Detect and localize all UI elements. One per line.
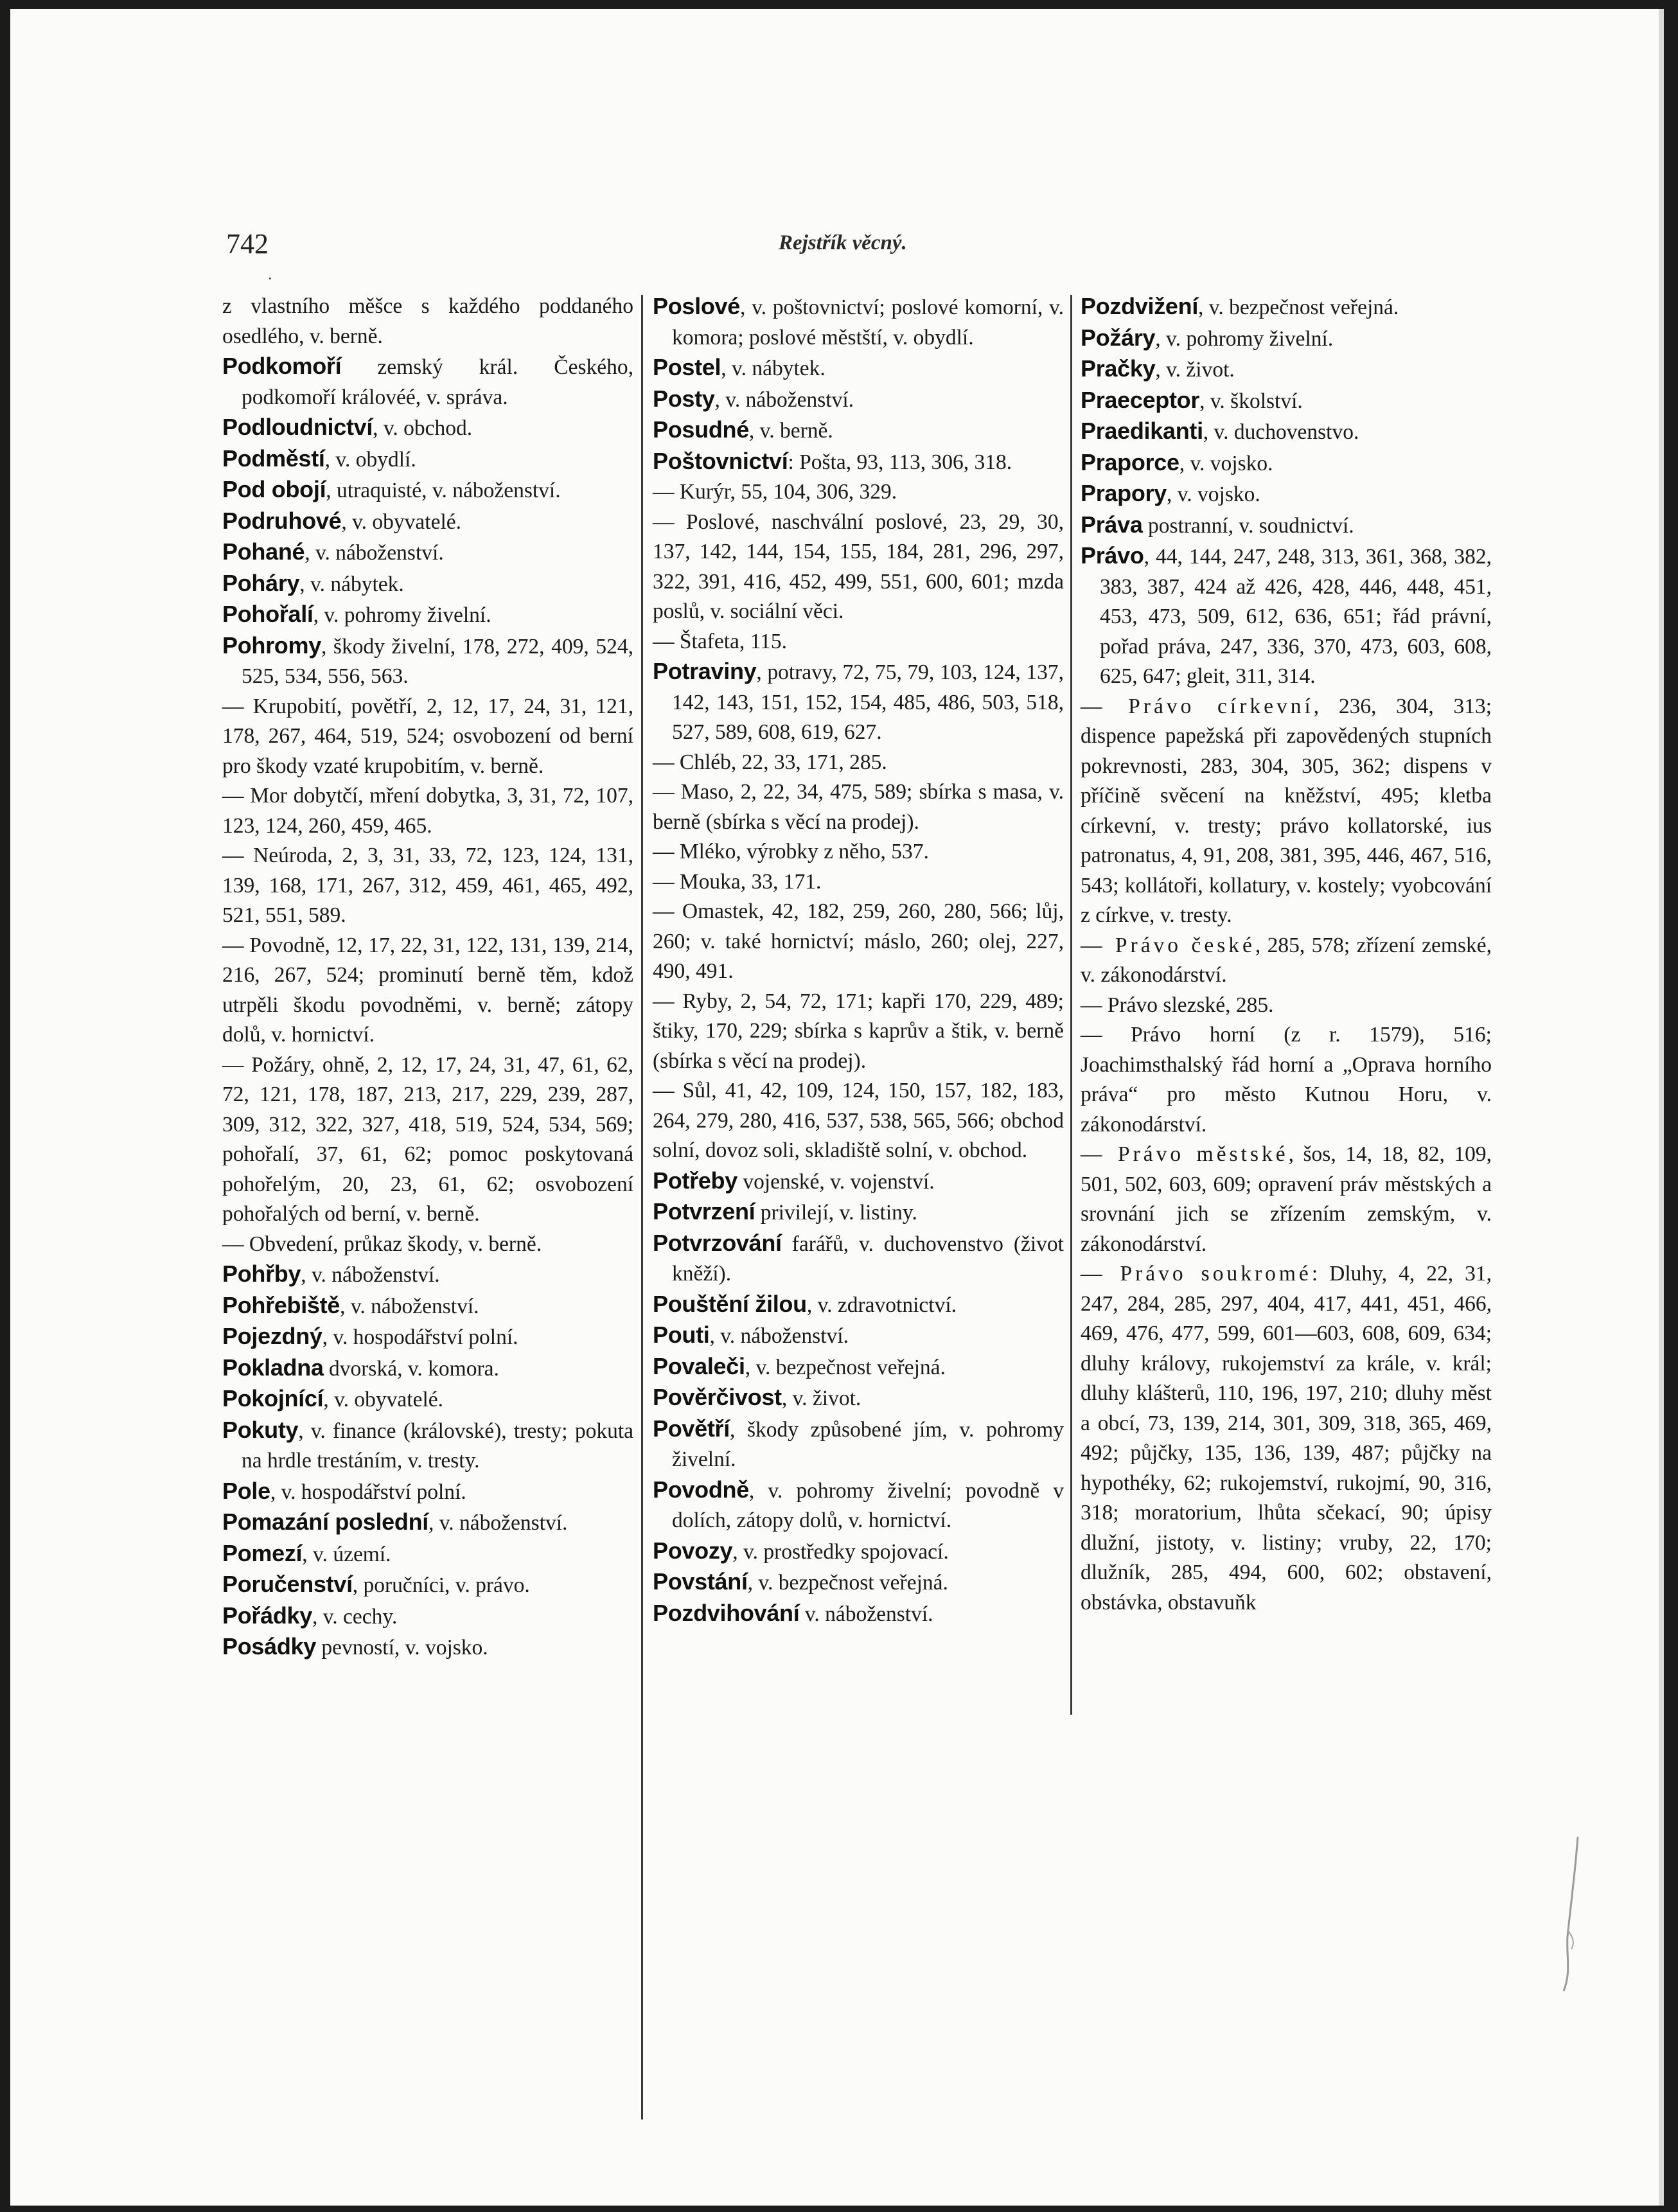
index-entry <box>653 1289 1064 1321</box>
index-subentry <box>222 1230 633 1260</box>
entry-text: postranní, v. soudnictví. <box>1142 513 1354 538</box>
entry-text: , v. nábytek. <box>721 357 826 380</box>
index-entry <box>1081 354 1492 385</box>
entry-text: — Kurýr, 55, 104, 306, 329. <box>653 480 897 504</box>
column-rule <box>641 295 643 2119</box>
entry-text: z vlastního měšce s každého poddaného osedlého, v. berně. <box>222 294 633 348</box>
index-entry <box>222 1353 633 1385</box>
index-subentry <box>222 931 633 1050</box>
entry-text: , v. zdravotnictví. <box>806 1293 957 1317</box>
entry-text: , v. území. <box>302 1542 391 1566</box>
index-entry <box>653 292 1064 353</box>
entry-headword: Posty <box>653 385 715 412</box>
index-entry <box>653 1475 1064 1536</box>
entry-headword: Potvrzování <box>653 1229 782 1256</box>
index-subentry <box>653 837 1064 867</box>
entry-text: , v. pohromy živelní. <box>313 603 491 627</box>
index-entry <box>1081 323 1492 355</box>
entry-headword: Podruhové <box>222 507 342 534</box>
index-entry <box>653 1228 1064 1289</box>
index-entry <box>1081 510 1492 542</box>
pencil-mark-icon <box>1559 1834 1584 1994</box>
entry-headword: Povodně <box>653 1476 749 1503</box>
entry-text: v. náboženství. <box>799 1602 933 1626</box>
entry-text: , v. náboženství. <box>714 387 854 412</box>
entry-text: , v. náboženství. <box>709 1324 849 1348</box>
entry-text: , v. nábytek. <box>299 572 404 596</box>
index-entry <box>222 1507 633 1539</box>
entry-text: , v. obyvatelé. <box>341 509 461 534</box>
entry-text: , v. bezpečnost veřejná. <box>1198 296 1399 319</box>
index-subentry <box>653 477 1064 508</box>
entry-headword: Podměstí <box>222 445 325 472</box>
index-entry <box>222 537 633 569</box>
entry-text: — Sůl, 41, 42, 109, 124, 150, 157, 182, 183, 264, 279, 280, 416, 537, 538, 565, 566; obchod solní, dovoz soli, skladiště solní, v. obchod. <box>653 1079 1064 1162</box>
entry-headword: Pozdvihování <box>653 1599 800 1626</box>
index-entry <box>653 353 1064 384</box>
column-rule <box>1070 295 1072 1715</box>
entry-text: , v. hospodářství polní. <box>322 1325 518 1349</box>
entry-text: , poručníci, v. právo. <box>352 1573 530 1597</box>
index-entry <box>222 351 633 412</box>
entry-text: zemský král. Českého, podkomoří královéé, v. správa. <box>242 355 633 409</box>
entry-text: — Omastek, 42, 182, 259, 260, 280, 566; lůj, 260; v. také hornictví; máslo, 260; olej, 227, 490, 491. <box>653 899 1064 983</box>
index-entry <box>222 292 633 351</box>
entry-text: , šos, 14, 18, 82, 109, 501, 502, 603, 609; opravení práv městských a srovnání jich se zřízením zemským, v. zákonodárství. <box>1081 1142 1492 1256</box>
entry-text: : Dluhy, 4, 22, 31, 247, 284, 285, 297, 404, 417, 441, 451, 466, 469, 476, 477, 599, 601—603, 608, 609, 634; dluhy královy, rukojemství za krále, v. král; dluhy klášterů, 110, 196, 197, 210; dluhy měst a obcí, 73, 139, 214, 301, 309, 318, 365, 469, 492; půjčky, 135, 136, 139, 487; půjčky na hypothéky, 62; rukojemství, rukojmí, 90, 316, 318; moratorium, lhůta sčekací, 90; úpisy dlužní, jistoty, v. listiny; vruby, 22, 170; dlužník, 285, 494, 600, 602; obstavení, obstávka, obstavuňk <box>1081 1262 1492 1615</box>
entry-text: , v. pohromy živelní. <box>1155 326 1334 351</box>
entry-text: — Právo slezské, 285. <box>1081 993 1274 1017</box>
entry-text: — Ryby, 2, 54, 72, 171; kapři 170, 229, 489; štiky, 170, 229; sbírka s kaprův a štik, v. berně (sbírka s věcí na prodej). <box>653 989 1064 1073</box>
index-entry <box>653 447 1064 478</box>
index-subentry <box>653 748 1064 778</box>
entry-headword: Pozdvižení <box>1081 293 1199 319</box>
stray-mark: · <box>267 269 273 288</box>
entry-headword: Pohořalí <box>222 601 314 627</box>
entry-text: , v. finance (královské), tresty; pokuta na hrdle trestáním, v. tresty. <box>242 1419 633 1473</box>
entry-headword: Poručenství <box>222 1571 353 1597</box>
entry-headword: Práva <box>1081 511 1143 538</box>
entry-headword: Pomezí <box>222 1539 303 1566</box>
index-entry <box>222 444 633 475</box>
entry-text: , 285, 578; zřízení zemské, v. zákonodárství. <box>1081 933 1492 987</box>
entry-headword: Poštovnictví <box>653 447 788 474</box>
index-entry <box>222 1415 633 1476</box>
entry-headword: Pod obojí <box>222 476 326 502</box>
index-subentry <box>1081 1020 1492 1140</box>
index-subentry <box>653 897 1064 987</box>
entry-headword: Povstání <box>653 1568 748 1595</box>
entry-headword: Pověrčivost <box>653 1384 782 1410</box>
entry-headword: Povětří <box>653 1415 730 1442</box>
index-subentry <box>1081 1140 1492 1259</box>
index-entry <box>653 1414 1064 1475</box>
entry-text: — Povodně, 12, 17, 22, 31, 122, 131, 139, 214, 216, 267, 524; prominutí berně těm, kdož utrpěli škodu povodněmi, v. berně; zátopy dolů, v. hornictví. <box>222 933 633 1047</box>
entry-text: — Maso, 2, 22, 34, 475, 589; sbírka s masa, v. berně (sbírka s věcí na prodej). <box>653 780 1064 834</box>
entry-text: — Neúroda, 2, 3, 31, 33, 72, 123, 124, 131, 139, 168, 171, 267, 312, 459, 461, 465, 492, 521, 551, 589. <box>222 844 633 927</box>
entry-text: , v. bezpečnost veřejná. <box>747 1571 948 1595</box>
index-entry <box>1081 292 1492 323</box>
index-entry <box>653 384 1064 416</box>
entry-text: , v. poštovnictví; poslové komorní, v. komora; poslové městští, v. obydlí. <box>672 296 1064 349</box>
entry-text: — Mléko, výrobky z něho, 537. <box>653 840 929 863</box>
entry-text: — Poslové, naschvální poslové, 23, 29, 30, 137, 142, 144, 154, 155, 184, 281, 296, 297, 322, 391, 416, 452, 499, 551, 600, 601; mzda poslů, v. sociální věci. <box>653 509 1064 623</box>
entry-text: , v. náboženství. <box>301 1263 440 1287</box>
index-entry <box>222 569 633 600</box>
entry-text: , v. vojsko. <box>1166 482 1260 506</box>
entry-headword: Pračky <box>1081 355 1156 382</box>
book-page <box>10 9 1664 2206</box>
entry-headword: Pole <box>222 1477 270 1504</box>
index-entry <box>1081 448 1492 479</box>
index-entry <box>1081 541 1492 692</box>
entry-text: — Chléb, 22, 33, 171, 285. <box>653 750 887 774</box>
index-subentry <box>1081 692 1492 931</box>
index-entry <box>222 631 633 692</box>
entry-text: , 236, 304, 313; dispence papežská při zapovědených stupních pokrevnosti, 283, 304, 305, 362; dispens v příčině svěcení na kněžství, 495; kletba církevní, v. tresty; právo kollatorské, ius patronatus, 4, 91, 208, 381, 395, 446, 467, 516, 543; kollátoři, kollatury, v. kostely; vyobcování z církve, v. tresty. <box>1081 694 1492 927</box>
entry-text: — Obvedení, průkaz škody, v. berně. <box>222 1232 542 1256</box>
entry-text: , 44, 144, 247, 248, 313, 361, 368, 382, 383, 387, 424 až 426, 428, 446, 448, 451, 453, 473, 509, 612, 636, 651; řád právní, pořad práva, 247, 336, 370, 473, 603, 608, 625, 647; gleit, 311, 314. <box>1100 545 1492 688</box>
entry-headword: Praeceptor <box>1081 386 1200 413</box>
index-entry <box>1081 416 1492 448</box>
index-subentry <box>653 1076 1064 1166</box>
entry-text: — Právo horní (z r. 1579), 516; Joachimsthalský řád horní a „Oprava horního práva“ pro město Kutnou Horu, v. zákonodárství. <box>1081 1023 1492 1137</box>
index-entry <box>222 1291 633 1322</box>
entry-headword: Podloudnictví <box>222 414 373 440</box>
entry-text: , v. náboženství. <box>305 541 444 565</box>
entry-text: vojenské, v. vojenství. <box>737 1169 935 1194</box>
entry-headword: Pouti <box>653 1322 710 1348</box>
entry-text: , v. život. <box>1155 358 1235 382</box>
entry-headword: Pokojnící <box>222 1385 324 1411</box>
entry-headword: Pokuty <box>222 1416 299 1443</box>
entry-headword: Posudné <box>653 416 749 443</box>
entry-headword: Pojezdný <box>222 1323 322 1349</box>
index-subentry <box>653 627 1064 657</box>
index-entry <box>1081 479 1492 510</box>
index-entry <box>653 1383 1064 1414</box>
entry-text: , škody živelní, 178, 272, 409, 524, 525, 534, 556, 563. <box>242 634 633 688</box>
index-entry <box>1081 385 1492 417</box>
entry-headword: Požáry <box>1081 324 1156 351</box>
entry-text: , v. bezpečnost veřejná. <box>745 1355 946 1379</box>
index-subentry <box>222 841 633 931</box>
index-entry <box>653 1598 1064 1630</box>
entry-text: , škody způsobené jím, v. pohromy živelní. <box>672 1417 1064 1471</box>
entry-spaced-heading: — Právo církevní <box>1081 694 1314 718</box>
entry-text: — Štafeta, 115. <box>653 629 788 653</box>
entry-headword: Pořádky <box>222 1602 312 1629</box>
entry-text: , v. obyvatelé. <box>323 1388 444 1411</box>
entry-text: , v. školství. <box>1199 389 1303 413</box>
entry-text: farářů, v. duchovenstvo (život kněží). <box>672 1232 1064 1286</box>
index-subentry <box>1081 1259 1492 1618</box>
index-entry <box>653 415 1064 447</box>
entry-headword: Postel <box>653 354 721 380</box>
index-subentry <box>653 777 1064 837</box>
index-entry <box>222 1539 633 1570</box>
entry-text: , v. náboženství. <box>428 1511 568 1535</box>
entry-text: , potravy, 72, 75, 79, 103, 124, 137, 142, 143, 151, 152, 154, 485, 486, 503, 518, 527, 589, 608, 619, 627. <box>672 660 1064 744</box>
index-entry <box>222 412 633 444</box>
index-subentry <box>1081 991 1492 1021</box>
page-number: 742 <box>226 228 269 260</box>
entry-text: , v. duchovenstvo. <box>1203 420 1359 444</box>
entry-headword: Pokladna <box>222 1354 324 1381</box>
entry-text: privilejí, v. listiny. <box>755 1201 917 1225</box>
index-subentry <box>222 1050 633 1230</box>
index-column-1 <box>222 292 633 1663</box>
entry-text: — Mor dobytčí, mření dobytka, 3, 31, 72, 107, 123, 124, 260, 459, 465. <box>222 784 633 838</box>
index-entry <box>222 1384 633 1415</box>
entry-text: : Pošta, 93, 113, 306, 318. <box>788 450 1012 474</box>
index-column-3 <box>1081 292 1492 1618</box>
index-entry <box>222 599 633 631</box>
entry-text: , v. obchod. <box>373 416 473 440</box>
entry-text: dvorská, v. komora. <box>323 1356 499 1381</box>
entry-spaced-heading: — Právo soukromé <box>1081 1262 1312 1286</box>
entry-headword: Pouštění žilou <box>653 1290 807 1317</box>
index-subentry <box>1081 931 1492 991</box>
entry-headword: Podkomoří <box>222 353 342 379</box>
index-entry <box>222 1476 633 1508</box>
entry-headword: Potřeby <box>653 1167 737 1194</box>
entry-text: , v. hospodářství polní. <box>270 1480 466 1504</box>
entry-headword: Povaleči <box>653 1352 745 1379</box>
index-entry <box>222 1259 633 1291</box>
index-subentry <box>222 781 633 841</box>
index-entry <box>222 475 633 506</box>
index-subentry <box>653 508 1064 627</box>
entry-spaced-heading: — Právo městské <box>1081 1142 1289 1166</box>
entry-text: — Krupobití, povětří, 2, 12, 17, 24, 31, 121, 178, 267, 464, 519, 524; osvobození od berní pro škody vzaté krupobitím, v. berně. <box>222 694 633 778</box>
entry-text: , v. pohromy živelní; povodně v dolích, zátopy dolů, v. hornictví. <box>672 1478 1064 1532</box>
entry-spaced-heading: — Právo české <box>1081 933 1255 957</box>
entry-text: , v. obydlí. <box>324 447 416 472</box>
entry-headword: Pohřby <box>222 1261 301 1287</box>
entry-headword: Posádky <box>222 1633 316 1659</box>
index-entry <box>222 1601 633 1632</box>
entry-headword: Právo <box>1081 542 1144 569</box>
entry-text: , v. berně. <box>748 419 833 443</box>
entry-text: , v. cechy. <box>312 1604 398 1629</box>
page-title: Rejstřík věcný. <box>779 231 907 254</box>
index-entry <box>653 1352 1064 1383</box>
index-entry <box>653 1197 1064 1228</box>
entry-headword: Potvrzení <box>653 1198 755 1225</box>
index-subentry <box>222 692 633 782</box>
entry-text: , v. život. <box>781 1386 861 1410</box>
entry-headword: Pohromy <box>222 632 321 659</box>
entry-text: , utraquisté, v. náboženství. <box>326 479 561 502</box>
entry-headword: Praedikanti <box>1081 418 1203 444</box>
index-entry <box>222 1322 633 1353</box>
entry-headword: Poslové <box>653 293 740 319</box>
index-column-2 <box>653 292 1064 1629</box>
entry-headword: Potraviny <box>653 658 757 684</box>
entry-headword: Prapory <box>1081 480 1167 506</box>
entry-headword: Pohané <box>222 538 305 565</box>
index-entry <box>653 1166 1064 1198</box>
entry-text: , v. prostředky spojovací. <box>732 1539 949 1564</box>
index-entry <box>222 1570 633 1601</box>
entry-text: — Mouka, 33, 171. <box>653 869 822 894</box>
running-head <box>226 227 1505 266</box>
index-entry <box>653 1320 1064 1352</box>
index-entry <box>653 1567 1064 1598</box>
entry-text: — Požáry, ohně, 2, 12, 17, 24, 31, 47, 61, 62, 72, 121, 178, 187, 213, 217, 229, 239, 287, 309, 312, 322, 327, 418, 519, 524, 534, 569; pohořalí, 37, 61, 62; pomoc poskytovaná pohořelým, 20, 23, 61, 62; osvobození pohořalých od berní, v. berně. <box>222 1052 633 1226</box>
entry-text: pevností, v. vojsko. <box>315 1636 488 1659</box>
entry-headword: Pohřebiště <box>222 1291 340 1318</box>
entry-text: , v. vojsko. <box>1179 451 1273 475</box>
entry-headword: Pomazání poslední <box>222 1509 428 1535</box>
index-entry <box>653 657 1064 748</box>
entry-headword: Praporce <box>1081 448 1179 475</box>
entry-headword: Povozy <box>653 1537 733 1564</box>
entry-text: , v. náboženství. <box>340 1294 479 1318</box>
entry-headword: Poháry <box>222 569 300 596</box>
index-entry <box>653 1536 1064 1568</box>
index-subentry <box>653 867 1064 898</box>
index-entry <box>222 506 633 538</box>
index-entry <box>222 1632 633 1663</box>
index-subentry <box>653 987 1064 1077</box>
